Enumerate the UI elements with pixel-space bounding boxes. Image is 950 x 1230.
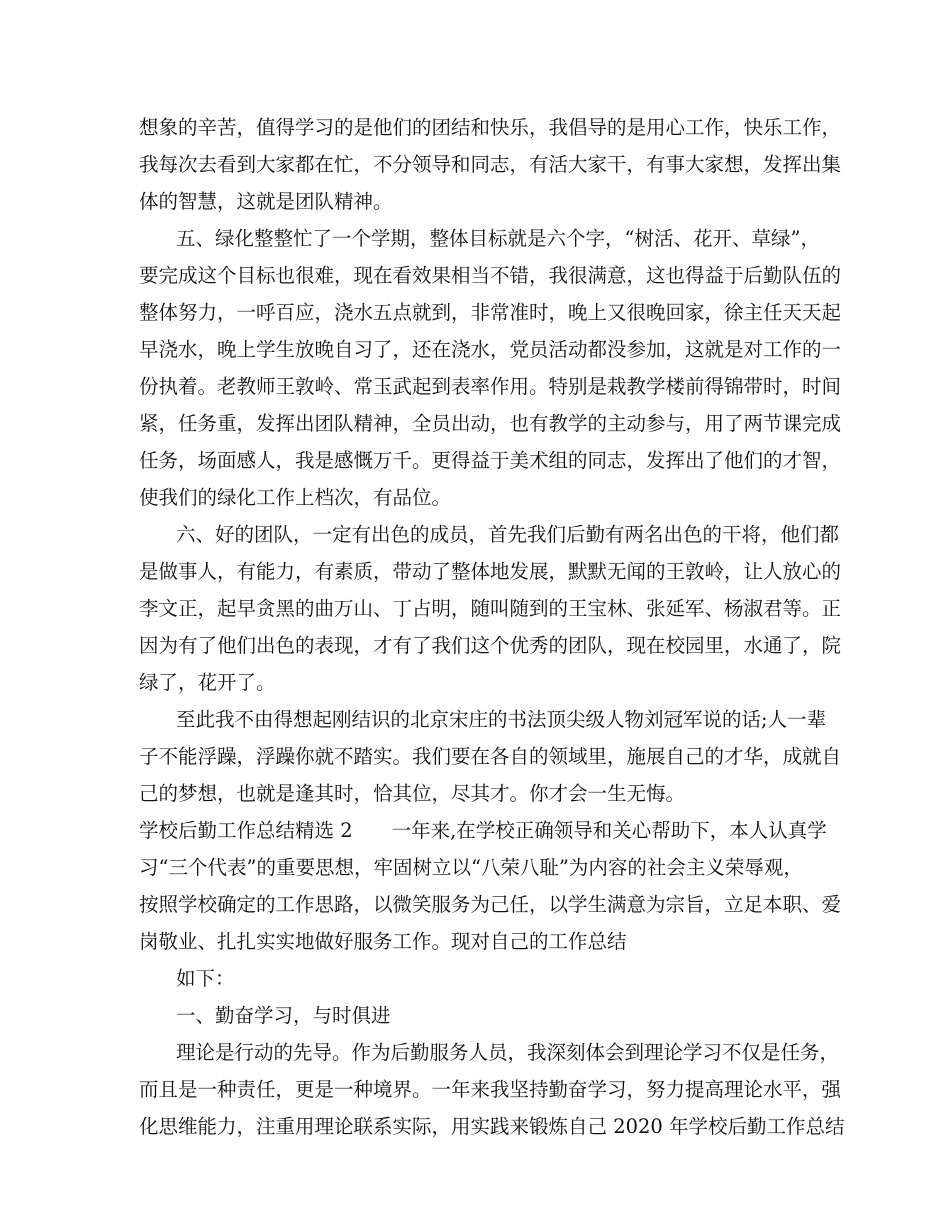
paragraph-start-line: 理论是行动的先导。作为后勤服务人员，我深刻体会到理论学习不仅是任务， <box>176 1041 840 1064</box>
text-line: 岗敬业、扎扎实实地做好服务工作。现对自己的工作总结 <box>139 930 627 953</box>
text-line: 因为有了他们出色的表现，才有了我们这个优秀的团队，现在校园里，水通了，院 <box>139 634 842 657</box>
text-line: 李文正，起早贪黑的曲万山、丁占明，随叫随到的王宝林、张延军、杨淑君等。正 <box>139 597 842 620</box>
text-line: 己的梦想，也就是逢其时，恰其位，尽其才。你才会一生无悔。 <box>139 782 686 805</box>
text-line: 整体努力，一呼百应，浇水五点就到，非常准时，晚上又很晚回家，徐主任天天起 <box>139 301 842 324</box>
text-line: 份执着。老教师王敦岭、常玉武起到表率作用。特别是栽教学楼前得锦带时，时间 <box>139 375 842 398</box>
text-line: 要完成这个目标也很难，现在看效果相当不错，我很满意，这也得益于后勤队伍的 <box>139 264 842 287</box>
paragraph-start-line: 如下： <box>176 967 235 990</box>
text-line: 子不能浮躁，浮躁你就不踏实。我们要在各自的领域里，施展自己的才华，成就自 <box>139 745 842 768</box>
text-line: 而且是一种责任，更是一种境界。一年来我坚持勤奋学习，努力提高理论水平，强 <box>139 1078 842 1101</box>
text-line: 我每次去看到大家都在忙，不分领导和同志，有活大家干，有事大家想，发挥出集 <box>139 153 842 176</box>
text-line: 习“三个代表”的重要思想，牢固树立以“八荣八耻”为内容的社会主义荣辱观， <box>139 856 803 879</box>
text-line: 按照学校确定的工作思路，以微笑服务为己任，以学生满意为宗旨，立足本职、爱 <box>139 893 842 916</box>
paragraph-start-line: 至此我不由得想起刚结识的北京宋庄的书法顶尖级人物刘冠军说的话;人一辈 <box>176 708 827 731</box>
text-line: 化思维能力，注重用理论联系实际，用实践来锻炼自己 2020 年学校后勤工作总结 <box>139 1115 845 1138</box>
text-line: 绿了，花开了。 <box>139 671 276 694</box>
paragraph-start-line: 五、绿化整整忙了一个学期，整体目标就是六个字，“树活、花开、草绿”， <box>176 227 820 250</box>
text-line: 想象的辛苦，值得学习的是他们的团结和快乐，我倡导的是用心工作，快乐工作， <box>139 116 842 139</box>
text-line: 是做事人，有能力，有素质，带动了整体地发展，默默无闻的王敦岭，让人放心的 <box>139 560 842 583</box>
section-heading-line: 学校后勤工作总结精选 2 一年来,在学校正确领导和关心帮助下，本人认真学 <box>139 819 827 842</box>
text-line: 早浇水，晚上学生放晚自习了，还在浇水，党员活动都没参加，这就是对工作的一 <box>139 338 842 361</box>
text-line: 任务，场面感人，我是感慨万千。更得益于美术组的同志，发挥出了他们的才智， <box>139 449 842 472</box>
paragraph-start-line: 六、好的团队，一定有出色的成员，首先我们后勤有两名出色的干将，他们都 <box>176 523 840 546</box>
text-line: 体的智慧，这就是团队精神。 <box>139 190 393 213</box>
subheading-line: 一、勤奋学习，与时俱进 <box>176 1004 391 1027</box>
text-line: 紧，任务重，发挥出团队精神，全员出动，也有教学的主动参与，用了两节课完成 <box>139 412 842 435</box>
text-line: 使我们的绿化工作上档次，有品位。 <box>139 486 452 509</box>
